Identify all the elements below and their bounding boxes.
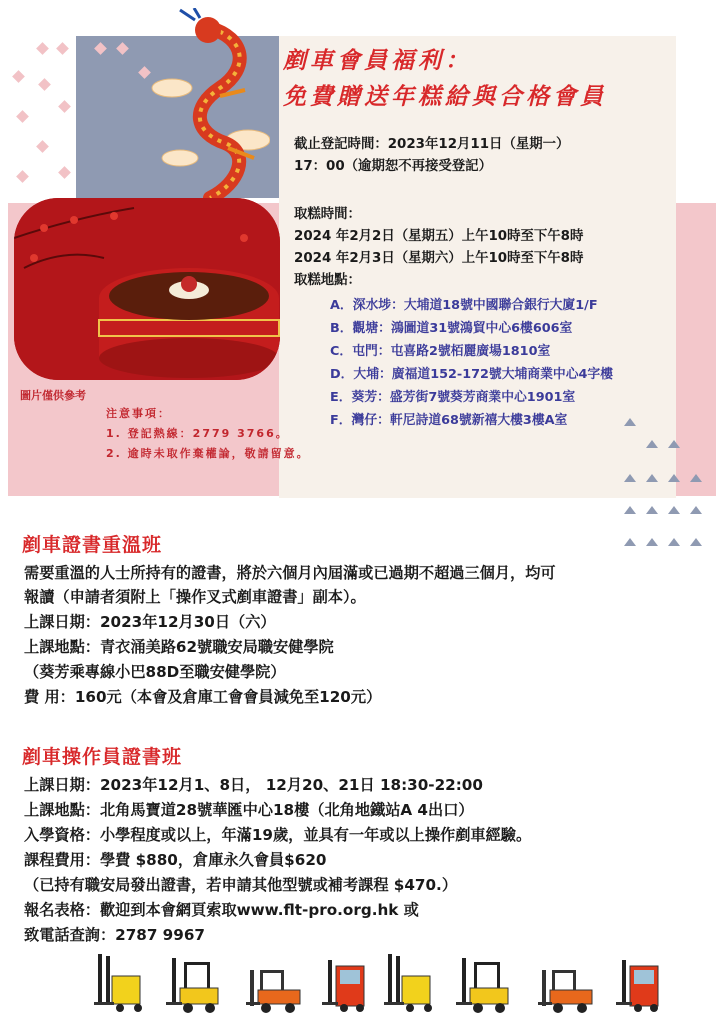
- deadline-line2: 17：00（逾期恕不再接受登記）: [294, 159, 492, 174]
- operator-course-title: 剷車操作員證書班: [22, 746, 183, 768]
- note-item: 1. 登記熱線：2779 3766。: [106, 427, 289, 440]
- location-item: D．大埔：廣福道152-172號大埔商業中心4字樓: [330, 367, 614, 382]
- operator-form: 報名表格：歡迎到本會網頁索取www.flt-pro.org.hk 或: [24, 901, 419, 919]
- operator-venue: 上課地點：北角馬寶道28號華匯中心18樓（北角地鐵站A 4出口）: [24, 801, 474, 819]
- forklift-icon: [318, 948, 380, 1014]
- location-item: E．葵芳：盛芳街7號葵芳商業中心1901室: [330, 390, 576, 405]
- operator-requirement: 入學資格：小學程度或以上，年滿19歲，並具有一年或以上操作剷車經驗。: [24, 826, 532, 844]
- deadline-line1: 截止登記時間：2023年12月11日（星期一）: [294, 137, 570, 152]
- operator-fee-note: （已持有職安局發出證書，若申請其他型號或補考課程 $470.）: [24, 876, 458, 894]
- refresher-desc-line1: 需要重溫的人士所持有的證書，將於六個月內屆滿或已過期不超過三個月，均可: [24, 564, 556, 582]
- location-item: A．深水埗：大埔道18號中國聯合銀行大廈1/F: [330, 298, 598, 313]
- refresher-fee: 費 用：160元（本會及倉庫工會會員減免至120元）: [24, 688, 382, 706]
- forklift-icon: [246, 948, 308, 1014]
- operator-date: 上課日期：2023年12月1、8日， 12月20、21日 18:30-22:00: [24, 776, 483, 794]
- promo-title-line1: 剷車會員福利：: [283, 47, 472, 74]
- forklift-icon: [538, 948, 600, 1014]
- location-item: F．灣仔：軒尼詩道68號新禧大樓3樓A室: [330, 413, 568, 428]
- pickup-label: 取糕時間：: [294, 207, 361, 222]
- forklift-icon: [166, 948, 228, 1014]
- refresher-venue: 上課地點：青衣涌美路62號職安局職安健學院: [24, 638, 334, 656]
- forklift-icon: [456, 948, 518, 1014]
- forklift-icon: [612, 948, 674, 1014]
- operator-phone: 致電話查詢：2787 9967: [24, 926, 205, 944]
- forklift-icon: [382, 948, 444, 1014]
- location-item: B．觀塘：鴻圖道31號鴻貿中心6樓606室: [330, 321, 573, 336]
- location-item: C．屯門：屯喜路2號栢麗廣場1810室: [330, 344, 551, 359]
- promo-title-line2: 免費贈送年糕給與合格會員: [283, 83, 607, 110]
- rice-cake-photo: [14, 198, 280, 380]
- dragon-icon: [150, 8, 270, 208]
- refresher-course-title: 剷車證書重溫班: [22, 534, 163, 556]
- forklift-icon: [92, 948, 154, 1014]
- pickup-time1: 2024 年2月2日（星期五）上午10時至下午8時: [294, 229, 584, 244]
- refresher-date: 上課日期：2023年12月30日（六）: [24, 613, 276, 631]
- photo-caption: 圖片僅供參考: [20, 389, 86, 402]
- operator-fee: 課程費用：學費 $880，倉庫永久會員$620: [24, 851, 327, 869]
- pickup-time2: 2024 年2月3日（星期六）上午10時至下午8時: [294, 251, 584, 266]
- location-label: 取糕地點：: [294, 273, 361, 288]
- notes-title: 注意事項：: [106, 407, 171, 420]
- refresher-desc-line2: 報讀（申請者須附上「操作叉式剷車證書」副本）。: [24, 588, 366, 606]
- note-item: 2. 逾時未取作棄權論，敬請留意。: [106, 447, 310, 460]
- refresher-transport: （葵芳乘專線小巴88D至職安健學院）: [24, 663, 286, 681]
